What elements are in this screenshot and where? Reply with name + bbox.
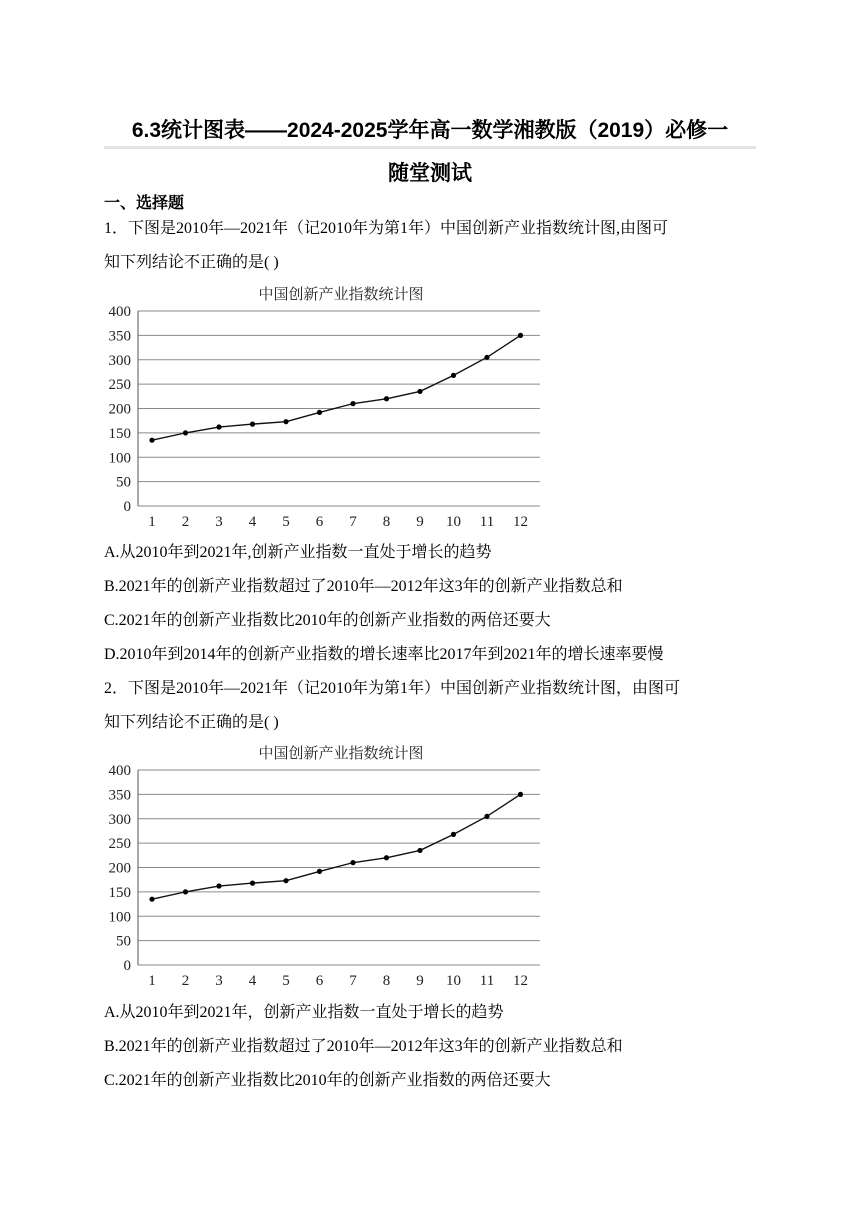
x-tick-label: 5: [282, 973, 290, 989]
data-point: [216, 883, 221, 888]
data-point: [317, 410, 322, 415]
y-tick-label: 400: [108, 304, 131, 320]
y-tick-label: 350: [108, 328, 131, 345]
x-tick-label: 11: [479, 973, 495, 989]
x-tick-label: 10: [446, 973, 461, 989]
chart-1-svg: [98, 280, 548, 530]
data-point: [149, 438, 154, 443]
data-point: [518, 333, 523, 338]
document-title-line2: 随堂测试: [388, 162, 472, 185]
data-point: [518, 792, 523, 797]
data-point: [451, 373, 456, 378]
x-tick-label: 8: [382, 514, 391, 530]
x-tick-label: 2: [181, 973, 190, 989]
y-tick-label: 250: [108, 377, 131, 394]
data-point: [484, 355, 489, 360]
title-divider: [104, 146, 756, 149]
data-point: [250, 422, 255, 427]
data-point: [317, 869, 322, 874]
x-tick-label: 12: [513, 514, 528, 530]
question-1-option-d: D.2010年到2014年的创新产业指数的增长速率比2017年到2021年的增长速率要慢: [104, 646, 664, 663]
x-tick-label: 1: [148, 973, 156, 989]
chart-2: [98, 739, 548, 989]
chart-2-svg: [98, 739, 548, 989]
data-point: [384, 396, 389, 401]
data-point: [149, 897, 154, 902]
question-1-stem-line1: 1．下图是2010年—2021年（记2010年为第1年）中国创新产业指数统计图,由图可: [104, 220, 669, 237]
data-point: [250, 881, 255, 886]
x-tick-label: 2: [181, 514, 190, 530]
y-tick-label: 50: [116, 933, 131, 950]
document-title: 6.3统计图表——2024-2025学年高一数学湘教版（2019）必修一: [131, 119, 729, 142]
question-1-option-b: B.2021年的创新产业指数超过了2010年—2012年这3年的创新产业指数总和: [104, 578, 623, 595]
data-point: [350, 401, 355, 406]
x-tick-label: 6: [315, 973, 324, 989]
question-1-option-a: A.从2010年到2021年,创新产业指数一直处于增长的趋势: [104, 544, 492, 561]
data-point: [283, 419, 288, 424]
data-point: [417, 389, 422, 394]
y-tick-label: 300: [108, 352, 131, 369]
x-tick-label: 5: [282, 514, 290, 530]
y-tick-label: 300: [108, 811, 131, 828]
data-point: [183, 889, 188, 894]
data-point: [484, 814, 489, 819]
x-tick-label: 4: [248, 973, 257, 989]
x-tick-label: 7: [349, 514, 357, 530]
x-tick-label: 12: [513, 973, 528, 989]
y-tick-label: 350: [108, 787, 131, 804]
x-tick-label: 9: [416, 973, 424, 989]
x-tick-label: 1: [148, 514, 156, 530]
data-point: [451, 832, 456, 837]
x-tick-label: 4: [248, 514, 257, 530]
y-tick-label: 0: [123, 958, 131, 974]
data-point: [283, 878, 288, 883]
x-tick-label: 3: [215, 514, 223, 530]
question-2-stem-line1: 2．下图是2010年—2021年（记2010年为第1年）中国创新产业指数统计图，由图可: [104, 680, 681, 697]
data-point: [216, 424, 221, 429]
question-2-option-a: A.从2010年到2021年，创新产业指数一直处于增长的趋势: [104, 1004, 504, 1021]
y-tick-label: 150: [108, 425, 131, 442]
chart-1: [98, 280, 548, 530]
y-tick-label: 200: [108, 860, 131, 877]
y-tick-label: 100: [108, 909, 131, 926]
question-2-option-c: C.2021年的创新产业指数比2010年的创新产业指数的两倍还要大: [104, 1072, 551, 1089]
data-point: [350, 860, 355, 865]
data-point: [417, 848, 422, 853]
question-1-option-c: C.2021年的创新产业指数比2010年的创新产业指数的两倍还要大: [104, 612, 551, 629]
x-tick-label: 6: [315, 514, 324, 530]
y-tick-label: 400: [108, 763, 131, 779]
x-tick-label: 3: [215, 973, 223, 989]
chart-title: 中国创新产业指数统计图: [258, 285, 424, 303]
question-2-option-b: B.2021年的创新产业指数超过了2010年—2012年这3年的创新产业指数总和: [104, 1038, 623, 1055]
x-tick-label: 11: [479, 514, 495, 530]
series-line: [152, 335, 521, 440]
y-tick-label: 50: [116, 474, 131, 491]
y-tick-label: 100: [108, 450, 131, 467]
y-tick-label: 0: [123, 499, 131, 515]
section-heading: 一、选择题: [104, 195, 185, 212]
x-tick-label: 8: [382, 973, 391, 989]
question-2-stem-line2: 知下列结论不正确的是( ): [104, 714, 279, 731]
data-point: [384, 855, 389, 860]
y-tick-label: 150: [108, 884, 131, 901]
y-tick-label: 250: [108, 836, 131, 853]
series-line: [152, 794, 521, 899]
x-tick-label: 7: [349, 973, 357, 989]
question-1-stem-line2: 知下列结论不正确的是( ): [104, 254, 279, 271]
x-tick-label: 10: [446, 514, 461, 530]
data-point: [183, 430, 188, 435]
y-tick-label: 200: [108, 401, 131, 418]
x-tick-label: 9: [416, 514, 424, 530]
chart-title: 中国创新产业指数统计图: [258, 744, 424, 762]
